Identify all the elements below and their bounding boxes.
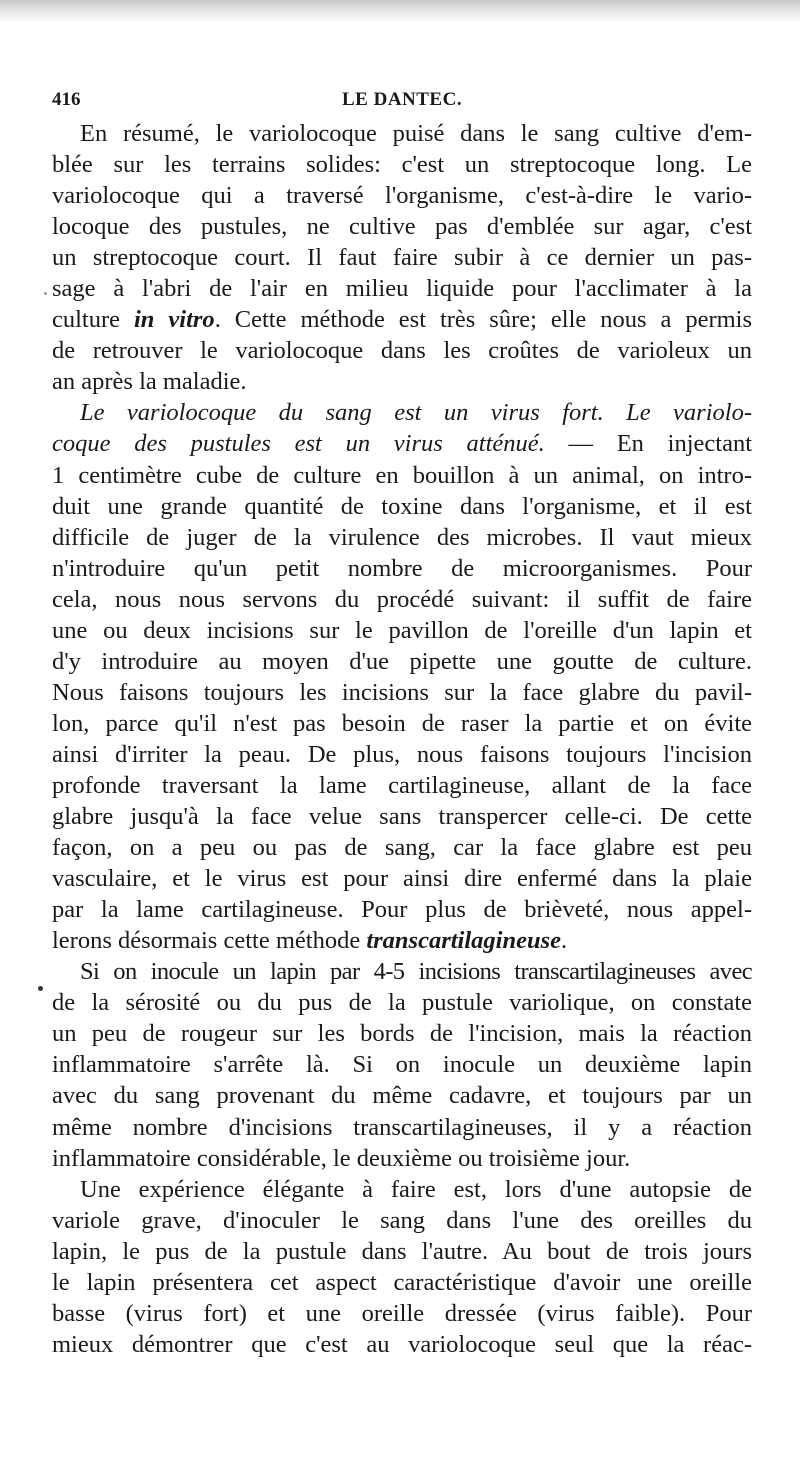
text-run: culture <box>52 306 134 334</box>
emphasis-in-vitro: in vitro <box>134 306 215 334</box>
text-line: sage à l'abri de l'air en milieu liquide pour l'acclimater à la <box>52 275 752 303</box>
text-line: vasculaire, et le virus est pour ainsi dire enfermé dans la plaie <box>52 865 752 893</box>
text-line: cela, nous nous servons du procédé suivant: il suffit de faire <box>52 585 752 613</box>
text-line <box>52 925 752 956</box>
text-line: n'introduire qu'un petit nombre de microorganismes. Pour <box>52 554 752 582</box>
page-number: 416 <box>52 89 81 110</box>
text-line: d'y introduire au moyen d'ue pipette une goutte de culture. <box>52 647 752 675</box>
text-line: basse (virus fort) et une oreille dressée (virus faible). Pour <box>52 1299 752 1327</box>
text-line: locoque des pustules, ne cultive pas d'emblée sur agar, c'est <box>52 213 752 241</box>
text-line <box>52 428 752 459</box>
text-line: profonde traversant la lame cartilagineuse, allant de la face <box>52 771 752 799</box>
margin-speck <box>44 292 47 295</box>
text-line: glabre jusqu'à la face velue sans transpercer celle-ci. De cette <box>52 803 752 831</box>
text-line: mieux démontrer que c'est au variolocoque seul que la réac- <box>52 1330 752 1358</box>
text-line: duit une grande quantité de toxine dans l'organisme, et il est <box>52 492 752 520</box>
text-line: lapin, le pus de la pustule dans l'autre. Au bout de trois jours <box>52 1237 752 1265</box>
scan-edge-shading <box>0 0 800 22</box>
text-line: une ou deux incisions sur le pavillon de l'oreille d'un lapin et <box>52 616 752 644</box>
text-line: le lapin présentera cet aspect caractéristique d'avoir une oreille <box>52 1268 752 1296</box>
text-line: blée sur les terrains solides: c'est un streptocoque long. Le <box>52 151 752 179</box>
text-line: même nombre d'incisions transcartilagineuses, il y a réaction <box>52 1113 752 1141</box>
margin-speck <box>38 986 43 991</box>
text-line: Nous faisons toujours les incisions sur la face glabre du pavil- <box>52 678 752 706</box>
text-line <box>52 304 752 335</box>
text-line: Si on inocule un lapin par 4-5 incisions transcartilagineuses avec <box>80 958 752 986</box>
text-run: — En injectant <box>544 430 752 458</box>
text-line: difficile de juger de la virulence des microbes. Il vaut mieux <box>52 523 752 551</box>
text-line: variolocoque qui a traversé l'organisme, c'est-à-dire le vario- <box>52 182 752 210</box>
text-line: avec du sang provenant du même cadavre, et toujours par un <box>52 1082 752 1110</box>
emphasis-transcartilagineuse: transcartilagineuse <box>366 927 562 955</box>
text-line: de la sérosité ou du pus de la pustule variolique, on constate <box>52 989 752 1017</box>
text-line: lon, parce qu'il n'est pas besoin de raser la partie et on évite <box>52 709 752 737</box>
text-run: lerons désormais cette méthode <box>52 927 367 955</box>
italic-thesis-line: Le variolocoque du sang est un virus fort. Le variolo- <box>80 399 752 427</box>
running-title: LE DANTEC. <box>342 89 463 110</box>
text-line: ainsi d'irriter la peau. De plus, nous faisons toujours l'incision <box>52 740 752 768</box>
text-line: Une expérience élégante à faire est, lors d'une autopsie de <box>80 1175 752 1203</box>
text-line: par la lame cartilagineuse. Pour plus de brièveté, nous appel- <box>52 896 752 924</box>
text-run: . <box>561 927 568 955</box>
text-line: un peu de rougeur sur les bords de l'incision, mais la réaction <box>52 1020 752 1048</box>
text-line: un streptocoque court. Il faut faire subir à ce dernier un pas- <box>52 244 752 272</box>
book-page <box>52 86 752 1360</box>
text-line: En résumé, le variolocoque puisé dans le sang cultive d'em- <box>80 120 752 147</box>
running-head <box>52 86 752 114</box>
text-line: an après la maladie. <box>52 368 247 396</box>
text-line: inflammatoire considérable, le deuxième ou troisième jour. <box>52 1144 631 1172</box>
text-line: variole grave, d'inoculer le sang dans l'une des oreilles du <box>52 1206 752 1234</box>
body-text <box>52 118 752 1360</box>
italic-thesis-run: coque des pustules est un virus atténué. <box>52 430 545 458</box>
text-run: . Cette méthode est très sûre; elle nous a permis <box>214 306 753 334</box>
text-line: façon, on a peu ou pas de sang, car la face glabre est peu <box>52 834 752 862</box>
text-line: 1 centimètre cube de culture en bouillon à un animal, on intro- <box>52 461 752 489</box>
text-line: inflammatoire s'arrête là. Si on inocule un deuxième lapin <box>52 1051 752 1079</box>
text-line: de retrouver le variolocoque dans les croûtes de varioleux un <box>52 337 752 365</box>
